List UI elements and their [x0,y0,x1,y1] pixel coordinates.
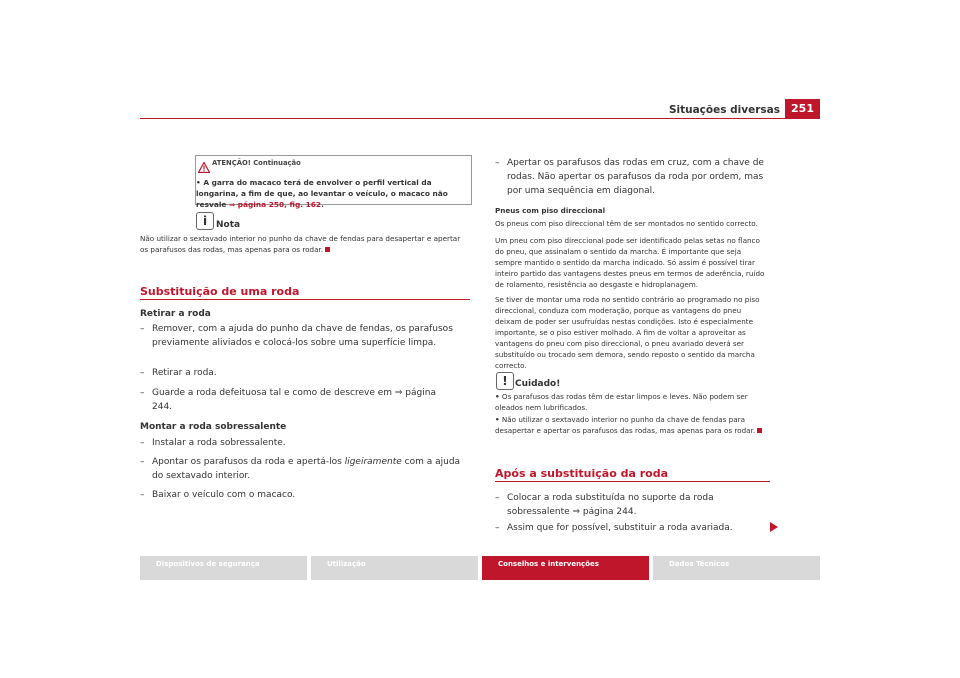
header-divider [140,118,820,119]
list-item: – Apontar os parafusos da roda e apertá-los ligeiramente com a ajuda do sextavado interior. [140,457,461,481]
page-number: 251 [785,99,820,119]
warning-heading: ATENÇÃO! Continuação [212,159,301,167]
warning-triangle-icon [198,158,210,177]
note-title: Nota [216,220,241,230]
warning-box [195,155,472,209]
list-item: – Instalar a roda sobressalente. [140,438,286,448]
footer-nav [140,556,820,580]
list-item: – Guarde a roda defeituosa tal e como de descreve em ⇒ página 244. [140,388,436,412]
section-divider [495,481,770,482]
warning-body: A garra do macaco terá de envolver o perfil vertical da longarina, a fim de que, ao levantar o veículo, o macaco não resvale [196,178,448,209]
list-item: – Remover, com a ajuda do punho da chave de fendas, os parafusos previamente aliviados e colocá-los sobre uma superfície limpa. [140,324,453,348]
subheading-mount: Montar a roda sobressalente [140,422,287,432]
section-header-title: Situações diversas [668,104,780,116]
subheading-directional: Pneus com piso direccional [495,206,606,215]
caution-bullet: • Não utilizar o sextavado interior no punho da chave de fendas para desapertar e apertar os parafusos das rodas, mas apenas para os rodar. [495,414,770,436]
tab-technical-data[interactable]: Dados Técnicos [653,556,820,580]
page-reference-link[interactable]: ⇒ página 250, fig. 162 [229,200,322,209]
warning-text [196,177,468,210]
tab-usage[interactable]: Utilização [311,556,478,580]
caution-bullet: • Os parafusos das rodas têm de estar limpos e leves. Não podem ser oleados nem lubrificados. [495,392,748,412]
tab-safety[interactable]: Dispositivos de segurança [140,556,307,580]
section-title-substitution: Substituição de uma roda [140,285,300,298]
tab-advice[interactable]: Conselhos e intervenções [482,556,649,580]
caution-icon: ! [496,372,514,390]
section-divider [140,299,470,300]
section-title-after: Após a substituição da roda [495,467,668,480]
subheading-remove: Retirar a roda [140,309,211,319]
note-body: Não utilizar o sextavado interior no punho da chave de fendas para desapertar e apertar os parafusos das rodas, mas apenas para os rodar. [140,234,461,254]
paragraph: Os pneus com piso direccional têm de ser montados no sentido correcto. [495,219,758,228]
list-item: – Colocar a roda substituída no suporte da roda sobressalente ⇒ página 244. [495,493,714,517]
warning-end: . [321,200,324,209]
list-item: – Assim que for possível, substituir a roda avariada. [495,523,733,533]
end-mark-icon [325,247,330,252]
caution-title: Cuidado! [515,379,561,389]
next-page-arrow-icon[interactable] [770,522,778,532]
paragraph: Se tiver de montar uma roda no sentido contrário ao programado no piso direccional, conduza com moderação, porque as vantagens do pneu deixam de poder ser usufruídas nestas condições. Isto é especialmente importante, se o piso estiver molhado. A fim de voltar a aproveitar as vantagens do pneu com piso direccional, o pneu avariado deverá ser substituído ou trocado sem demora, sendo reposto o sentido da marcha correcto. [495,295,760,370]
list-item: – Apertar os parafusos das rodas em cruz, com a chave de rodas. Não apertar os parafusos da roda por ordem, mas por uma sequência em diagonal. [495,158,764,196]
list-item: – Baixar o veículo com o macaco. [140,490,296,500]
end-mark-icon [757,428,762,433]
info-icon: i [196,212,214,230]
list-item: – Retirar a roda. [140,368,217,378]
paragraph: Um pneu com piso direccional pode ser identificado pelas setas no flanco do pneu, que assinalam o sentido da marcha. É importante que seja sempre mantido o sentido da marcha indicado. Só assim é possível tirar inteiro partido das vantagens destes pneus em termos de aderência, ruído de rolamento, resistência ao desgaste e hidroplanagem. [495,236,765,289]
bullet: • [196,178,201,187]
note-text [140,233,470,255]
